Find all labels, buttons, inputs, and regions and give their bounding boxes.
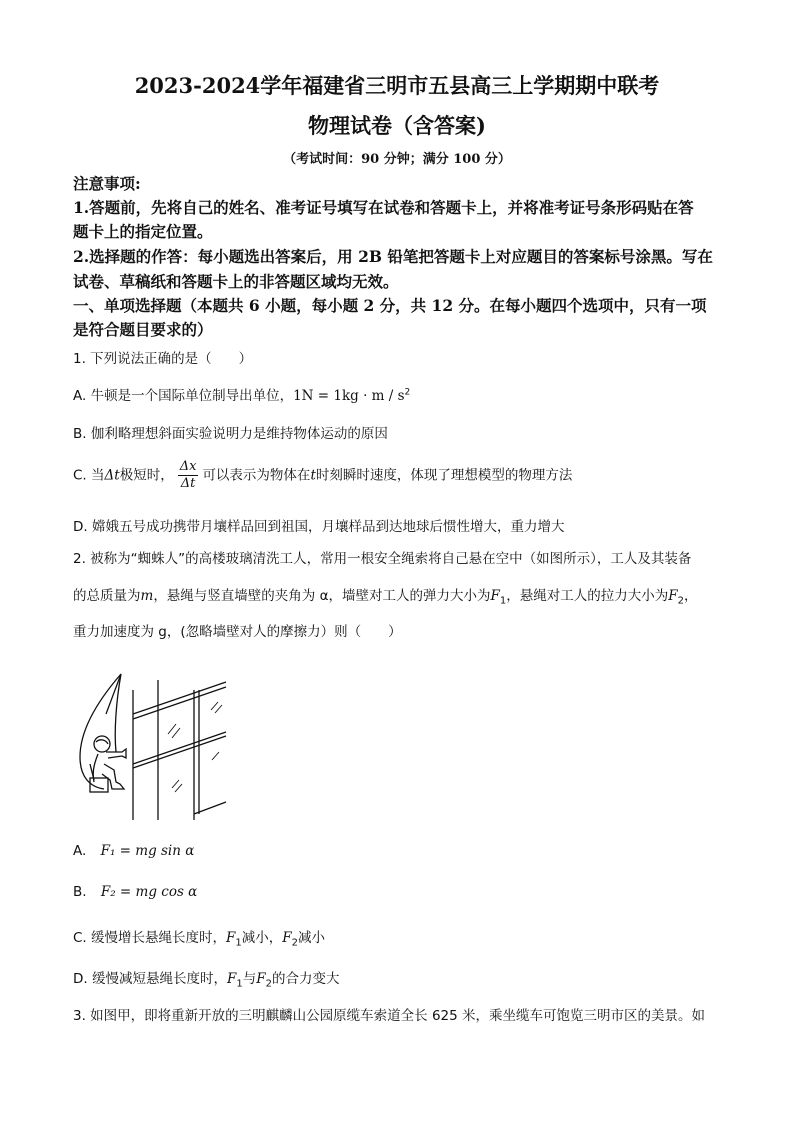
paper-subtitle: 物理试卷（含答案) <box>308 113 486 138</box>
q1-option-b: B. 伽利略理想斜面实验说明力是维持物体运动的原因 <box>73 426 388 442</box>
q1-option-a-sup: 2 <box>404 387 411 398</box>
q2-line-2-a: 的总质量为 <box>73 588 141 604</box>
q2-option-c-f1-sub: 1 <box>235 937 242 949</box>
q2-option-d-f2: F <box>256 971 266 987</box>
q2-option-d-end: 的合力变大 <box>271 971 340 987</box>
section-heading-line-1: 一、单项选择题（本题共 6 小题，每小题 2 分，共 12 分。在每小题四个选项中，只有一项 <box>73 296 707 315</box>
q1-option-c-dt: Δt <box>104 467 120 484</box>
q2-mass-symbol: m <box>140 588 154 604</box>
q1-option-c-pre: C. 当 <box>73 467 105 484</box>
q2-line-2-b: ，悬绳与竖直墙壁的夹角为 α，墙壁对工人的弹力大小为 <box>153 588 491 604</box>
notes-heading: 注意事项: <box>73 174 141 193</box>
q2-option-b-formula: F₂ = mg cos α <box>100 884 198 900</box>
fraction-denominator: Δt <box>180 476 196 491</box>
q3-line-1: 3. 如图甲，即将重新开放的三明麒麟山公园原缆车索道全长 625 米，乘坐缆车可饱览三明市区的美景。如 <box>73 1008 706 1024</box>
section-heading-line-2: 是符合题目要求的） <box>73 320 213 339</box>
note-2-line-2: 试卷、草稿纸和答题卡上的非答题区域均无效。 <box>73 272 399 291</box>
q2-option-d-f1: F <box>226 971 237 987</box>
note-2-line-1: 2.选择题的作答：每小题选出答案后，用 2B 铅笔把答题卡上对应题目的答案标号涂黑。写在 <box>73 247 713 266</box>
q2-option-c-f2-sub: 2 <box>291 937 299 949</box>
q2-option-c-f1: F <box>226 930 236 946</box>
q2-option-d-f1-sub: 1 <box>236 978 243 990</box>
q1-option-c-post2: 时刻瞬时速度，体现了理想模型的物理方法 <box>315 467 573 484</box>
q1-option-a-formula: 1N = 1kg · m / s <box>293 388 405 404</box>
note-1-line-2: 题卡上的指定位置。 <box>73 222 213 241</box>
window-cleaner-figure <box>76 672 236 822</box>
q2-option-c-mid: 减小， <box>241 930 283 946</box>
q1-option-c <box>73 459 572 492</box>
q2-option-c-pre: C. 缓慢增长悬绳长度时， <box>73 930 227 946</box>
q2-line-3: 重力加速度为 g，(忽略墙壁对人的摩擦力）则（ ） <box>73 624 402 640</box>
paper-title: 2023-2024学年福建省三明市五县高三上学期期中联考 <box>134 73 660 98</box>
q2-f2-symbol: F <box>668 588 678 604</box>
q1-option-c-mid: 极短时， <box>119 467 174 484</box>
q2-option-d-mid: 与 <box>242 971 257 987</box>
q2-line-2-end: ， <box>684 588 698 604</box>
q1-stem: 1. 下列说法正确的是（ ） <box>73 351 253 367</box>
q2-option-b <box>73 884 197 900</box>
q2-option-a <box>73 843 194 859</box>
q2-option-d-f2-sub: 2 <box>265 978 272 990</box>
q2-option-a-label: A. <box>73 843 87 859</box>
q2-option-c-end: 减小 <box>298 930 326 946</box>
q2-option-c-f2: F <box>282 930 292 946</box>
q2-option-d-pre: D. 缓慢减短悬绳长度时， <box>73 971 227 987</box>
q2-line-2 <box>73 584 698 607</box>
q1-option-c-fraction <box>178 459 199 492</box>
q2-option-b-label: B. <box>73 884 87 900</box>
q1-option-c-post1: 可以表示为物体在 <box>202 467 311 484</box>
exam-info: （考试时间：90 分钟；满分 100 分） <box>283 152 511 167</box>
q1-option-a <box>73 384 410 404</box>
q2-f2-sub: 2 <box>677 595 685 607</box>
q1-option-c-t: t <box>310 467 316 484</box>
q2-option-a-formula: F₁ = mg sin α <box>100 843 195 859</box>
q2-f1-symbol: F <box>490 588 500 604</box>
q2-option-d <box>73 967 339 990</box>
q2-f1-sub: 1 <box>499 595 507 607</box>
q2-line-2-c: ，悬绳对工人的拉力大小为 <box>506 588 669 604</box>
note-1-line-1: 1.答题前，先将自己的姓名、准考证号填写在试卷和答题卡上，并将准考证号条形码贴在答 <box>73 198 694 217</box>
q2-line-1: 2. 被称为“蜘蛛人”的高楼玻璃清洗工人，常用一根安全绳索将自己悬在空中（如图所示），工人及其装备 <box>73 551 692 567</box>
q1-option-d: D. 嫦娥五号成功携带月壤样品回到祖国，月壤样品到达地球后惯性增大，重力增大 <box>73 519 565 535</box>
q1-option-a-text: A. 牛顿是一个国际单位制导出单位， <box>73 388 294 404</box>
fraction-numerator: Δx <box>179 459 197 474</box>
q2-option-c <box>73 926 325 949</box>
